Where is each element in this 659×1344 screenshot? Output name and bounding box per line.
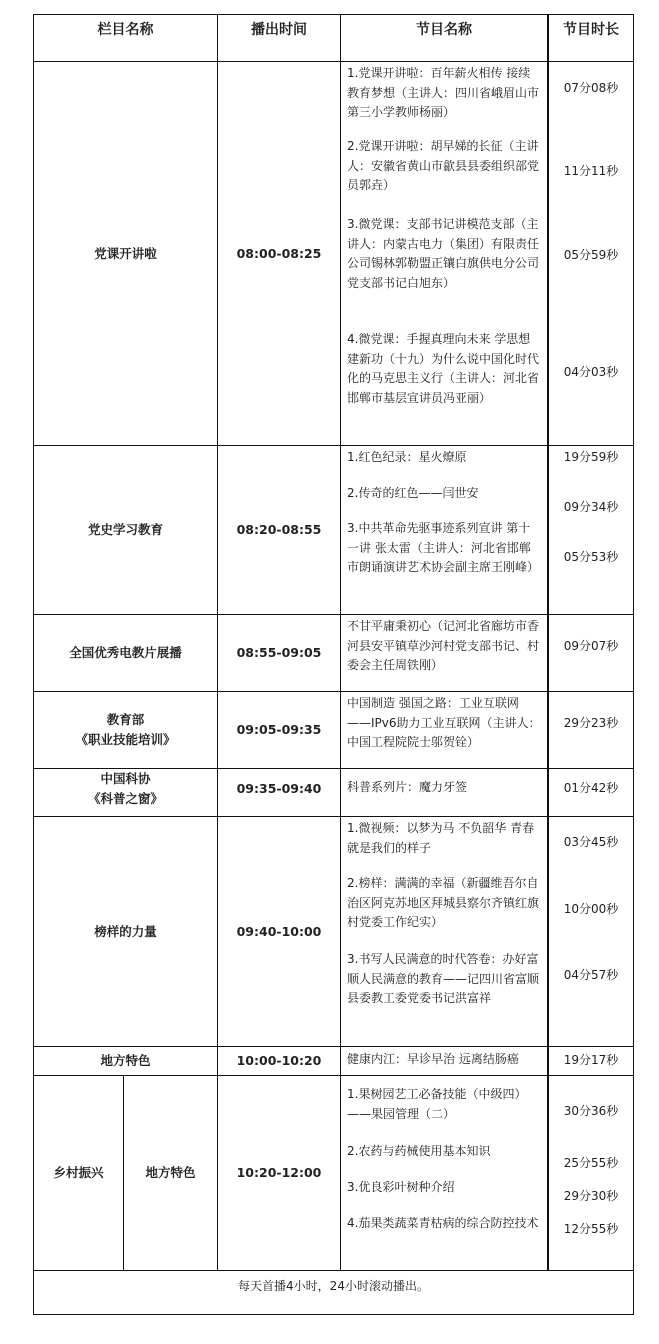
table-border-right <box>633 14 634 1315</box>
row-column-name: 党史学习教育 <box>87 522 163 537</box>
row-column-name-inner: 地方特色 <box>145 1165 196 1180</box>
row-column-name: 榜样的力量 <box>94 923 157 939</box>
row-time: 10:00-10:20 <box>236 1053 322 1068</box>
row-time: 10:20-12:00 <box>236 1165 322 1180</box>
program-title: 3.微党课：支部书记讲模范支部（主讲人：内蒙古电力（集团）有限责任公司锡林郭勒盟正镶白旗供电分公司党支部书记白旭东） <box>347 217 540 290</box>
row-time: 08:55-09:05 <box>236 645 322 660</box>
col-divider <box>547 14 549 1271</box>
program-duration: 29分23秒 <box>563 716 619 730</box>
column-name-line: 中国科协 <box>100 771 151 786</box>
program-duration: 29分30秒 <box>563 1189 619 1203</box>
program-duration: 04分57秒 <box>563 968 619 982</box>
program-duration: 05分59秒 <box>563 248 619 262</box>
program-duration: 25分55秒 <box>563 1156 619 1170</box>
program-title: 1.党课开讲啦：百年薪火相传 接续教育梦想（主讲人：四川省峨眉山市第三小学教师杨丽） <box>347 66 540 119</box>
program-duration: 30分36秒 <box>563 1104 619 1118</box>
program-title: 3.书写人民满意的时代答卷：办好富顺人民满意的教育——记四川省富顺县委教工委党委书记洪富祥 <box>347 952 540 1005</box>
header-column-name: 栏目名称 <box>97 22 154 38</box>
column-name-line: 《职业技能培训》 <box>75 732 176 747</box>
row-column-name: 全国优秀电教片展播 <box>69 645 182 660</box>
row-column-name: 地方特色 <box>100 1053 151 1068</box>
program-duration: 10分00秒 <box>563 902 619 916</box>
row-column-name: 党课开讲啦 <box>94 245 157 261</box>
header-broadcast-time: 播出时间 <box>251 22 307 38</box>
footer-note: 每天首播4小时，24小时滚动播出。 <box>238 1279 429 1293</box>
program-duration: 09分34秒 <box>563 500 619 514</box>
program-title: 2.农药与药械使用基本知识 <box>347 1144 491 1158</box>
program-duration: 07分08秒 <box>563 81 619 95</box>
program-title: 4.微党课：手握真理向未来 学思想建新功（十九）为什么说中国化时代化的马克思主义行（主讲人：河北省邯郸市基层宣讲员冯亚丽） <box>347 332 540 405</box>
program-duration: 19分17秒 <box>563 1053 619 1067</box>
program-title: 中国制造 强国之路：工业互联网——IPv6助力工业互联网（主讲人：中国工程院院士邬贺铨） <box>347 696 541 749</box>
program-duration: 09分07秒 <box>563 639 619 653</box>
program-duration: 11分11秒 <box>563 164 619 178</box>
program-title: 3.中共革命先驱事迹系列宣讲 第十一讲 张太雷（主讲人：河北省邯郸市朗诵演讲艺术协会副主席王刚峰） <box>347 521 540 574</box>
table-border-bottom <box>33 1314 634 1315</box>
program-duration: 12分55秒 <box>563 1222 619 1236</box>
row-time: 08:20-08:55 <box>236 522 322 537</box>
row-time: 09:05-09:35 <box>236 722 322 737</box>
row-time: 09:40-10:00 <box>236 923 322 939</box>
col-divider <box>340 14 341 1271</box>
column-name-line: 《科普之窗》 <box>87 791 163 806</box>
program-title: 4.茄果类蔬菜青枯病的综合防控技术 <box>347 1216 539 1230</box>
row-column-name-outer: 乡村振兴 <box>53 1165 104 1180</box>
column-name-line: 教育部 <box>106 712 145 727</box>
row-time: 08:00-08:25 <box>236 245 322 261</box>
program-title: 2.党课开讲啦：胡早娣的长征（主讲人：安徽省黄山市歙县县委组织部党员郭垚） <box>347 139 540 192</box>
program-title: 1.红色纪录：星火燎原 <box>347 450 467 464</box>
program-title: 3.优良彩叶树种介绍 <box>347 1180 455 1194</box>
header-duration: 节目时长 <box>563 22 619 38</box>
program-duration: 19分59秒 <box>563 450 619 464</box>
program-title: 1.微视频：以梦为马 不负韶华 青春就是我们的样子 <box>347 821 535 855</box>
row-time: 09:35-09:40 <box>236 781 322 796</box>
program-title: 不甘平庸秉初心（记河北省廊坊市香河县安平镇草沙河村党支部书记、村委会主任周铁刚） <box>347 619 540 672</box>
program-title: 1.果树园艺工必备技能（中级四）——果园管理（二） <box>347 1087 527 1121</box>
program-title: 科普系列片：魔力牙签 <box>347 780 468 794</box>
program-duration: 01分42秒 <box>563 781 619 795</box>
program-duration: 03分45秒 <box>563 835 619 849</box>
row-column-name <box>34 769 217 809</box>
program-duration: 04分03秒 <box>563 365 619 379</box>
program-title: 2.榜样：满满的幸福（新疆维吾尔自治区阿克苏地区拜城县察尔齐镇红旗村党委工作纪实） <box>347 876 540 929</box>
row-column-name <box>34 692 217 768</box>
program-title: 健康内江：早诊早治 远离结肠癌 <box>347 1052 519 1066</box>
header-program-name: 节目名称 <box>416 22 472 38</box>
program-title: 2.传奇的红色——闫世安 <box>347 486 479 500</box>
program-duration: 05分53秒 <box>563 550 619 564</box>
